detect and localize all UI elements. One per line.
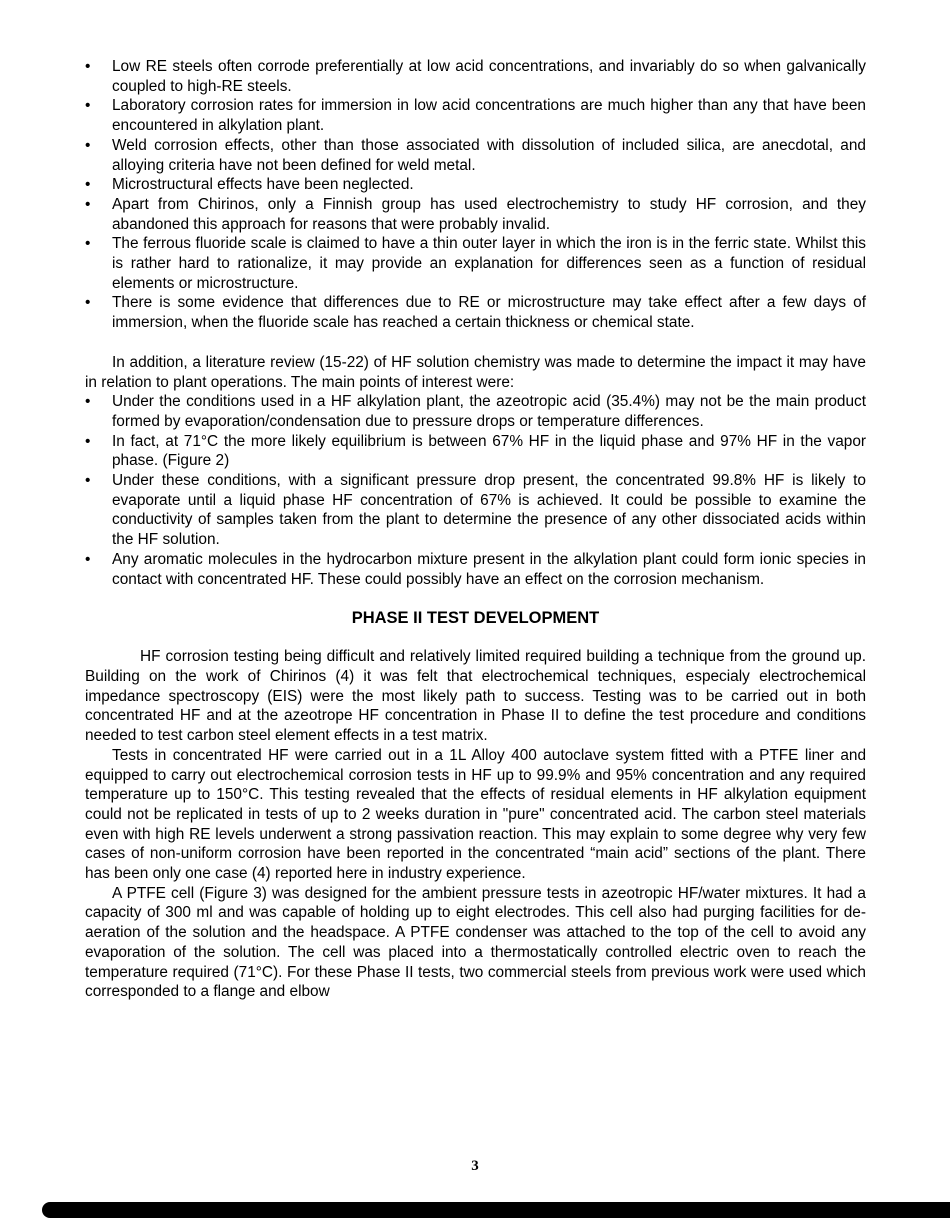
- list-item: [85, 136, 866, 175]
- body-paragraph: HF corrosion testing being difficult and relatively limited required building a technique from the ground up. Building on the work of Chirinos (4) it was felt that electrochemical techniques, especialy electrochemical impedance spectroscopy (EIS) were the most likely path to success. Testing was to be carried out in both concentrated HF and at the azeotrope HF concentration in Phase II to define the test procedure and conditions needed to test carbon steel element effects in a test matrix.: [85, 648, 866, 745]
- bullet-text: Microstructural effects have been neglected.: [112, 176, 414, 194]
- bullet-text: Weld corrosion effects, other than those associated with dissolution of included silica, are anecdotal, and alloying criteria have not been defined for weld metal.: [112, 136, 866, 174]
- list-item: [85, 550, 866, 589]
- list-item: [85, 471, 866, 550]
- list-item: [85, 392, 866, 431]
- list-item: [85, 57, 866, 96]
- bullet-icon: •: [85, 97, 91, 115]
- bullet-text: Apart from Chirinos, only a Finnish group has used electrochemistry to study HF corrosion, and they abandoned this approach for reasons that were probably invalid.: [112, 195, 866, 233]
- bullet-text: Under these conditions, with a significant pressure drop present, the concentrated 99.8% HF is likely to evaporate until a liquid phase HF concentration of 67% is achieved. It could be possible to examine the conductivity of samples taken from the plant to determine the presence of any other dissociated acids within the HF solution.: [112, 472, 866, 549]
- bullet-text: There is some evidence that differences due to RE or microstructure may take effect after a few days of immersion, when the fluoride scale has reached a certain thickness or chemical state.: [112, 294, 866, 332]
- footer-bar: [42, 1202, 950, 1218]
- bullet-text: Low RE steels often corrode preferentially at low acid concentrations, and invariably do so when galvanically coupled to high-RE steels.: [112, 58, 866, 95]
- bullet-text: In fact, at 71°C the more likely equilibrium is between 67% HF in the liquid phase and 97% HF in the vapor phase. (Figure 2): [112, 432, 866, 470]
- bullet-icon: •: [85, 294, 91, 312]
- bullet-text: Any aromatic molecules in the hydrocarbon mixture present in the alkylation plant could form ionic species in contact with concentrated HF. These could possibly have an effect on the corrosion mechanism.: [112, 550, 866, 588]
- page-number: 3: [471, 1158, 479, 1174]
- body-paragraph: Tests in concentrated HF were carried out in a 1L Alloy 400 autoclave system fitted with a PTFE liner and equipped to carry out electrochemical corrosion tests in HF up to 99.9% and 95% concentration and any required temperature up to 150°C. This testing revealed that the effects of residual elements in HF alkylation equipment could not be replicated in tests of up to 2 weeks duration in "pure" concentrated acid. The carbon steel materials even with high RE levels underwent a strong passivation reaction. This may explain to some degree why very few cases of non-uniform corrosion have been reported in the concentrated “main acid” sections of the plant. There has been only one case (4) reported here in industry experience.: [85, 746, 866, 883]
- list-item: [85, 96, 866, 135]
- list-item: [85, 175, 866, 195]
- bullet-icon: •: [85, 195, 91, 213]
- bullet-text: The ferrous fluoride scale is claimed to have a thin outer layer in which the iron is in the ferric state. Whilst this is rather hard to rationalize, it may provide an explanation for differences seen as a function of residual elements or microstructure.: [112, 235, 866, 292]
- bullet-list-findings: [85, 57, 866, 333]
- body-paragraph: A PTFE cell (Figure 3) was designed for the ambient pressure tests in azeotropic HF/water mixtures. It had a capacity of 300 ml and was capable of holding up to eight electrodes. This cell also had purging facilities for de-aeration of the solution and the headspace. A PTFE condenser was attached to the top of the cell to avoid any evaporation of the solution. The cell was placed into a thermostatically controlled electric oven to reach the temperature required (71°C). For these Phase II tests, two commercial steels from previous work were used which corresponded to a flange and elbow: [85, 884, 866, 1001]
- bullet-icon: •: [85, 550, 91, 568]
- bullet-text: Under the conditions used in a HF alkylation plant, the azeotropic acid (35.4%) may not be the main product formed by evaporation/condensation due to pressure drops or temperature differences.: [112, 393, 866, 430]
- bullet-icon: •: [85, 393, 91, 411]
- bullet-icon: •: [85, 432, 91, 450]
- bullet-icon: •: [85, 472, 91, 490]
- list-item: [85, 293, 866, 332]
- bullet-list-chemistry: [85, 392, 866, 589]
- spacer: [85, 333, 866, 353]
- list-item: [85, 195, 866, 234]
- bullet-text: Laboratory corrosion rates for immersion in low acid concentrations are much higher than any that have been encountered in alkylation plant.: [112, 97, 866, 135]
- bullet-icon: •: [85, 235, 91, 253]
- section-heading: PHASE II TEST DEVELOPMENT: [351, 609, 600, 628]
- list-item: [85, 432, 866, 471]
- bullet-icon: •: [85, 136, 91, 154]
- page-body: [85, 57, 866, 1002]
- list-item: [85, 234, 866, 293]
- intro-paragraph: In addition, a literature review (15-22) of HF solution chemistry was made to determine the impact it may have in relation to plant operations. The main points of interest were:: [85, 353, 866, 391]
- bullet-icon: •: [85, 58, 91, 75]
- bullet-icon: •: [85, 176, 91, 194]
